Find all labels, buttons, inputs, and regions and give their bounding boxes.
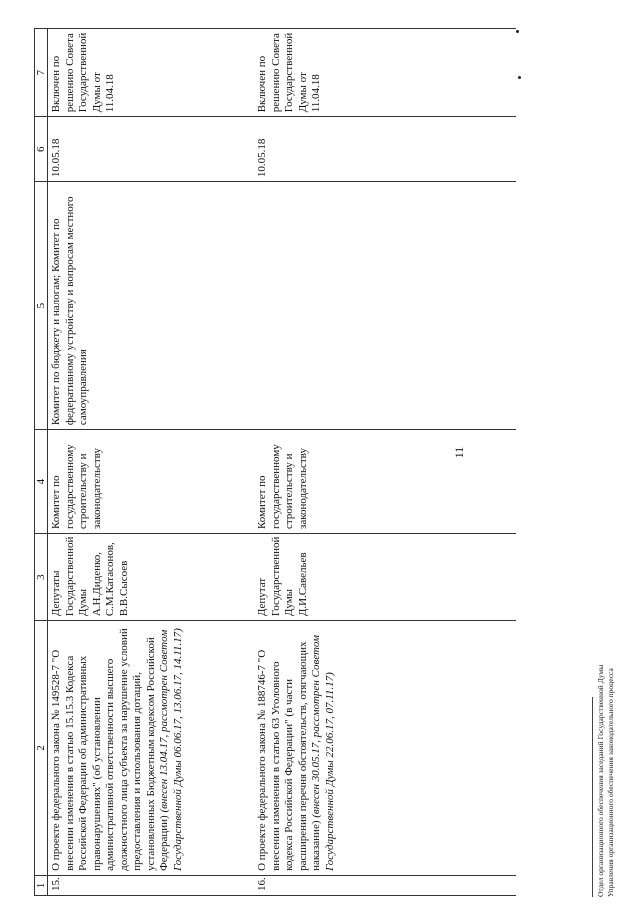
column-header: 5: [35, 182, 48, 430]
date: 10.05.18: [250, 117, 516, 182]
row-number: 15.: [48, 875, 251, 895]
status: Включен по решению Совета Государственной Думы от 11.04.18: [48, 29, 251, 117]
footer-divider: [592, 697, 593, 897]
column-header: 7: [35, 29, 48, 117]
bill-description: [250, 621, 516, 876]
date: 10.05.18: [48, 117, 251, 182]
page-number: 11: [452, 446, 466, 459]
column-header: 4: [35, 430, 48, 534]
responsible-committee: Комитет по государственному строительству и законодательству: [250, 430, 516, 534]
column-header: 1: [35, 875, 48, 895]
status: Включен по решению Совета Государственной Думы от 11.04.18: [250, 29, 516, 117]
table-row: [48, 29, 251, 896]
footer-line-1: Отдел организационного обеспечения заседаний Государственной Думы: [596, 664, 605, 897]
bill-title: О проекте федерального закона № 188746-7 "О внесении изменения в статью 63 Уголовного кодекса Российской Федерации" (в части расширения перечня обстоятельств, отягчающих наказание): [256, 641, 322, 871]
co-executor-committees: [250, 182, 516, 430]
column-header: 2: [35, 621, 48, 876]
responsible-committee: Комитет по государственному строительству и законодательству: [48, 430, 251, 534]
footer: [596, 665, 616, 897]
bill-description: [48, 621, 251, 876]
column-header: 3: [35, 534, 48, 621]
row-number: 16.: [250, 875, 516, 895]
footer-line-2: Управления организационного обеспечения законодательного процесса: [606, 668, 615, 897]
bill-author: Депутаты Государственной Думы А.Н.Диденко, С.М.Катасонов, В.В.Сысоев: [48, 534, 251, 621]
bill-title: О проекте федерального закона № 149528-7 "О внесении изменения в статью 15.15.3 Кодекса Российской Федерации об административных правонарушениях" (об установлении административной ответственности высшего должностного лица субъекта за нарушение условий предоставления и использования дотаций, установленных Бюджетным кодексом Российской Федерации): [50, 628, 170, 871]
column-number-header: [35, 29, 48, 896]
table-row: [250, 29, 516, 896]
co-executor-committees: Комитет по бюджету и налогам; Комитет по федеративному устройству и вопросам местного самоуправления: [48, 182, 251, 430]
bill-history-note: (внесен 30.05.17, рассмотрен Советом Государственной Думы 22.06.17, 07.11.17): [310, 635, 336, 871]
bill-author: Депутат Государственной Думы Д.И.Савельев: [250, 534, 516, 621]
bill-history-note: (внесен 13.04.17, рассмотрен Советом Государственной Думы 06.06.17, 13.06.17, 14.11.17): [158, 628, 184, 871]
register-table: [34, 28, 516, 896]
column-header: 6: [35, 117, 48, 182]
